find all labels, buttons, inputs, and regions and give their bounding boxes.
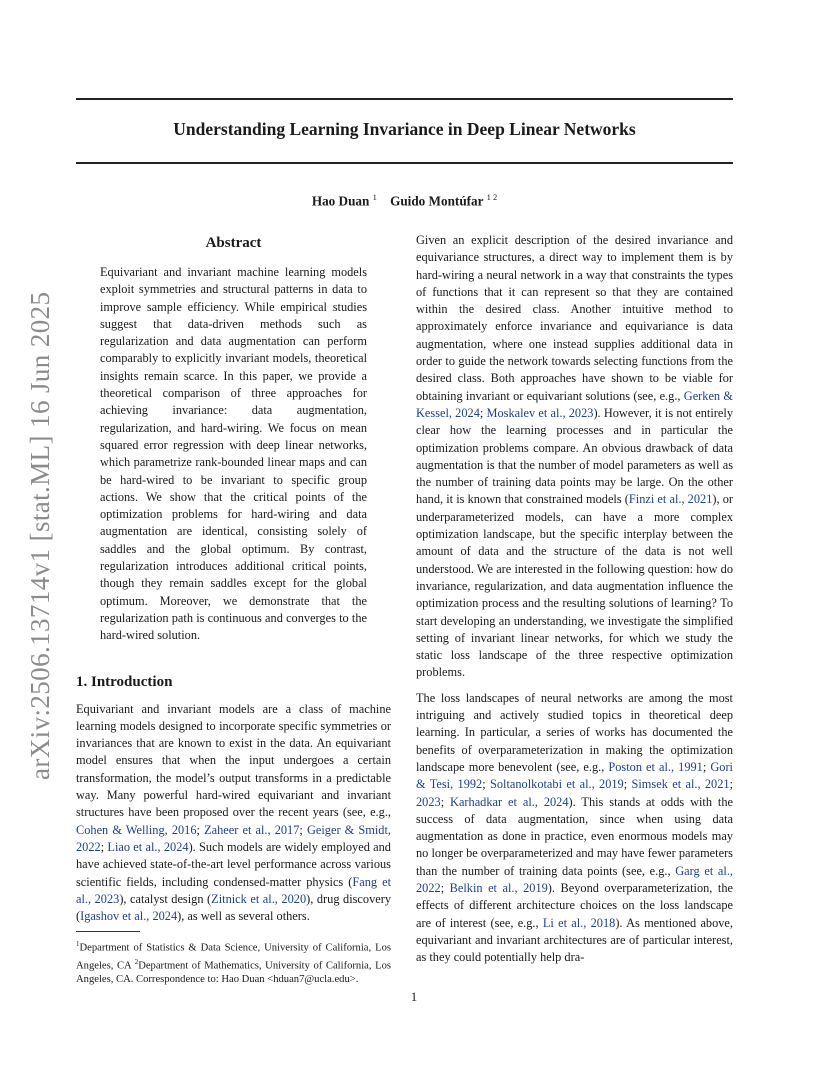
title-bottom-rule bbox=[76, 162, 733, 164]
citation-link[interactable]: Zitnick et al., 2020 bbox=[211, 891, 307, 906]
citation-link[interactable]: Soltanolkotabi et al., 2019 bbox=[490, 777, 624, 792]
paper-title: Understanding Learning Invariance in Deep Linear Networks bbox=[173, 119, 636, 139]
intro-paragraph: Given an explicit description of the desired invariance and equivariance structures, a direct way to implement them is by hard-wiring a neural network in a way that constraints the types of functions that it can represent so that they are contained within the desired class. Another intuitive method to approximately enforce invariance and equivariance is data augmentation, where one instead supplies additional data in order to guide the network towards selecting functions from the desired class. Both approaches have shown to be viable for obtaining invariant or equivariant solutions (see, e.g., Gerken & Kessel, 2024; Moskalev et al., 2023). However, it is not entirely clear how the learning processes and in particular the optimization problems compare. An obvious drawback of data augmentation is that the number of model parameters as well as the number of training data points may be large. On the other hand, it is known that constrained models (Finzi et al., 2021), or underparameterized models, can have a more complex optimization landscape, but the specific interplay between the amount of data and the structure of the data is not well understood. We are interested in the following question: how do invariance, regularization, and data augmentation influence the optimization process and the resulting solutions of learning? To start developing an understanding, we investigate the simplified setting of invariant linear networks, for which we study the static loss landscape of the three respective optimization problems. bbox=[416, 233, 733, 680]
author-name: Guido Montúfar bbox=[390, 193, 484, 209]
title-top-rule bbox=[76, 98, 733, 100]
citation-link[interactable]: Finzi et al., 2021 bbox=[628, 492, 713, 507]
author-list bbox=[76, 192, 733, 209]
citation-link[interactable]: Garg et al., 2022 bbox=[416, 863, 733, 895]
citation-link[interactable]: Belkin et al., 2019 bbox=[449, 880, 548, 895]
citation-link[interactable]: Zaheer et al., 2017 bbox=[204, 822, 300, 837]
abstract-body bbox=[76, 264, 391, 645]
abstract-heading: Abstract bbox=[205, 235, 262, 251]
intro-paragraph: The loss landscapes of neural networks are among the most intriguing and actively studied topics in theoretical deep learning. In particular, a series of works has documented the benefits of overparameterization in making the optimization landscape more benevolent (see, e.g., Poston et al., 1991; Gori & Tesi, 1992; Soltanolkotabi et al., 2019; Simsek et al., 2021; 2023; Karhadkar et al., 2024). This stands at odds with the success of data augmentation, since when using data augmentation as done in practice, even enormous models may no longer be overparameterized and may have fewer parameters than the number of training data points (see, e.g., Garg et al., 2022; Belkin et al., 2019). Beyond overparameterization, the effects of different architecture choices on the loss landscape are of interest (see, e.g., Li et al., 2018). As mentioned above, equivariant and invariant architectures are of particular interest, as they could potentially help dra- bbox=[416, 690, 734, 965]
author-affiliation: 1 2 bbox=[486, 192, 498, 202]
citation-link[interactable]: Simsek et al., 2021 bbox=[631, 777, 730, 792]
citation-link[interactable]: Li et al., 2018 bbox=[542, 915, 616, 930]
citation-link[interactable]: Liao et al., 2024 bbox=[107, 839, 189, 854]
citation-link[interactable]: Igashov et al., 2024 bbox=[80, 909, 178, 924]
author-affiliation: 1 bbox=[372, 192, 377, 202]
intro-paragraph: Equivariant and invariant models are a class of machine learning models designed to incorporate specific symmetries or invariances that are known to exist in the data. An equivariant model ensures that when the input undergoes a certain transformation, the model’s output transforms in a predictable way. Many powerful hard-wired equivariant and invariant structures have been proposed over the recent years (see, e.g., Cohen & Welling, 2016; Zaheer et al., 2017; Geiger & Smidt, 2022; Liao et al., 2024). Such models are widely employed and have achieved state-of-the-art level performance across various scientific fields, including condensed-matter physics (Fang et al., 2023), catalyst design (Zitnick et al., 2020), drug discovery (Igashov et al., 2024), as well as several others. bbox=[76, 701, 392, 924]
citation-link[interactable]: Gori & Tesi, 1992 bbox=[416, 759, 733, 792]
abstract-text: Equivariant and invariant machine learning models exploit symmetries and structural patterns in data to improve sample efficiency. While empirical studies suggest that data-driven methods such as regularization and data augmentation can perform comparably to explicitly invariant models, theoretical insights remain scarce. In this paper, we provide a theoretical comparison of three approaches for achieving invariance: data augmentation, regularization, and hard-wiring. We focus on mean squared error regression with deep linear networks, which parametrize rank-bounded linear maps and can be hard-wired to be invariant to specific group actions. We show that the critical points of the optimization problems for hard-wiring and data augmentation are identical, consisting solely of saddles and the global optimum. By contrast, regularization introduces additional critical points, though they remain saddles except for the global optimum. Moreover, we demonstrate that the regularization path is continuous and converges to the hard-wired solution. bbox=[100, 265, 367, 643]
citation-link[interactable]: Geiger & Smidt, 2022 bbox=[76, 822, 391, 854]
section-heading-introduction: 1. Introduction bbox=[76, 673, 173, 690]
citation-link[interactable]: 2023 bbox=[416, 794, 441, 809]
left-column bbox=[76, 232, 391, 986]
footnote-divider bbox=[76, 931, 140, 932]
citation-link[interactable]: Cohen & Welling, 2016 bbox=[76, 822, 197, 837]
citation-link[interactable]: Moskalev et al., 2023 bbox=[486, 405, 594, 420]
citation-link[interactable]: Poston et al., 1991 bbox=[608, 759, 703, 774]
right-column bbox=[416, 232, 733, 966]
page-number: 1 bbox=[410, 990, 418, 1004]
author-name: Hao Duan bbox=[311, 193, 370, 209]
affiliation-footnote: $^1$Department of Statistics & Data Science, University of California, Los Angeles, CA $^2$Department of Mathematics, University of California, Los Angeles, CA. Correspondence to: Hao Duan <hduan7@ucla.edu>. bbox=[76, 940, 391, 985]
citation-link[interactable]: Gerken & Kessel, 2024 bbox=[416, 388, 733, 420]
arxiv-identifier-stamp: arXiv:2506.13714v1 [stat.ML] 16 Jun 2025 bbox=[25, 291, 55, 780]
citation-link[interactable]: Fang et al., 2023 bbox=[76, 874, 391, 906]
citation-link[interactable]: Karhadkar et al., 2024 bbox=[450, 794, 569, 809]
